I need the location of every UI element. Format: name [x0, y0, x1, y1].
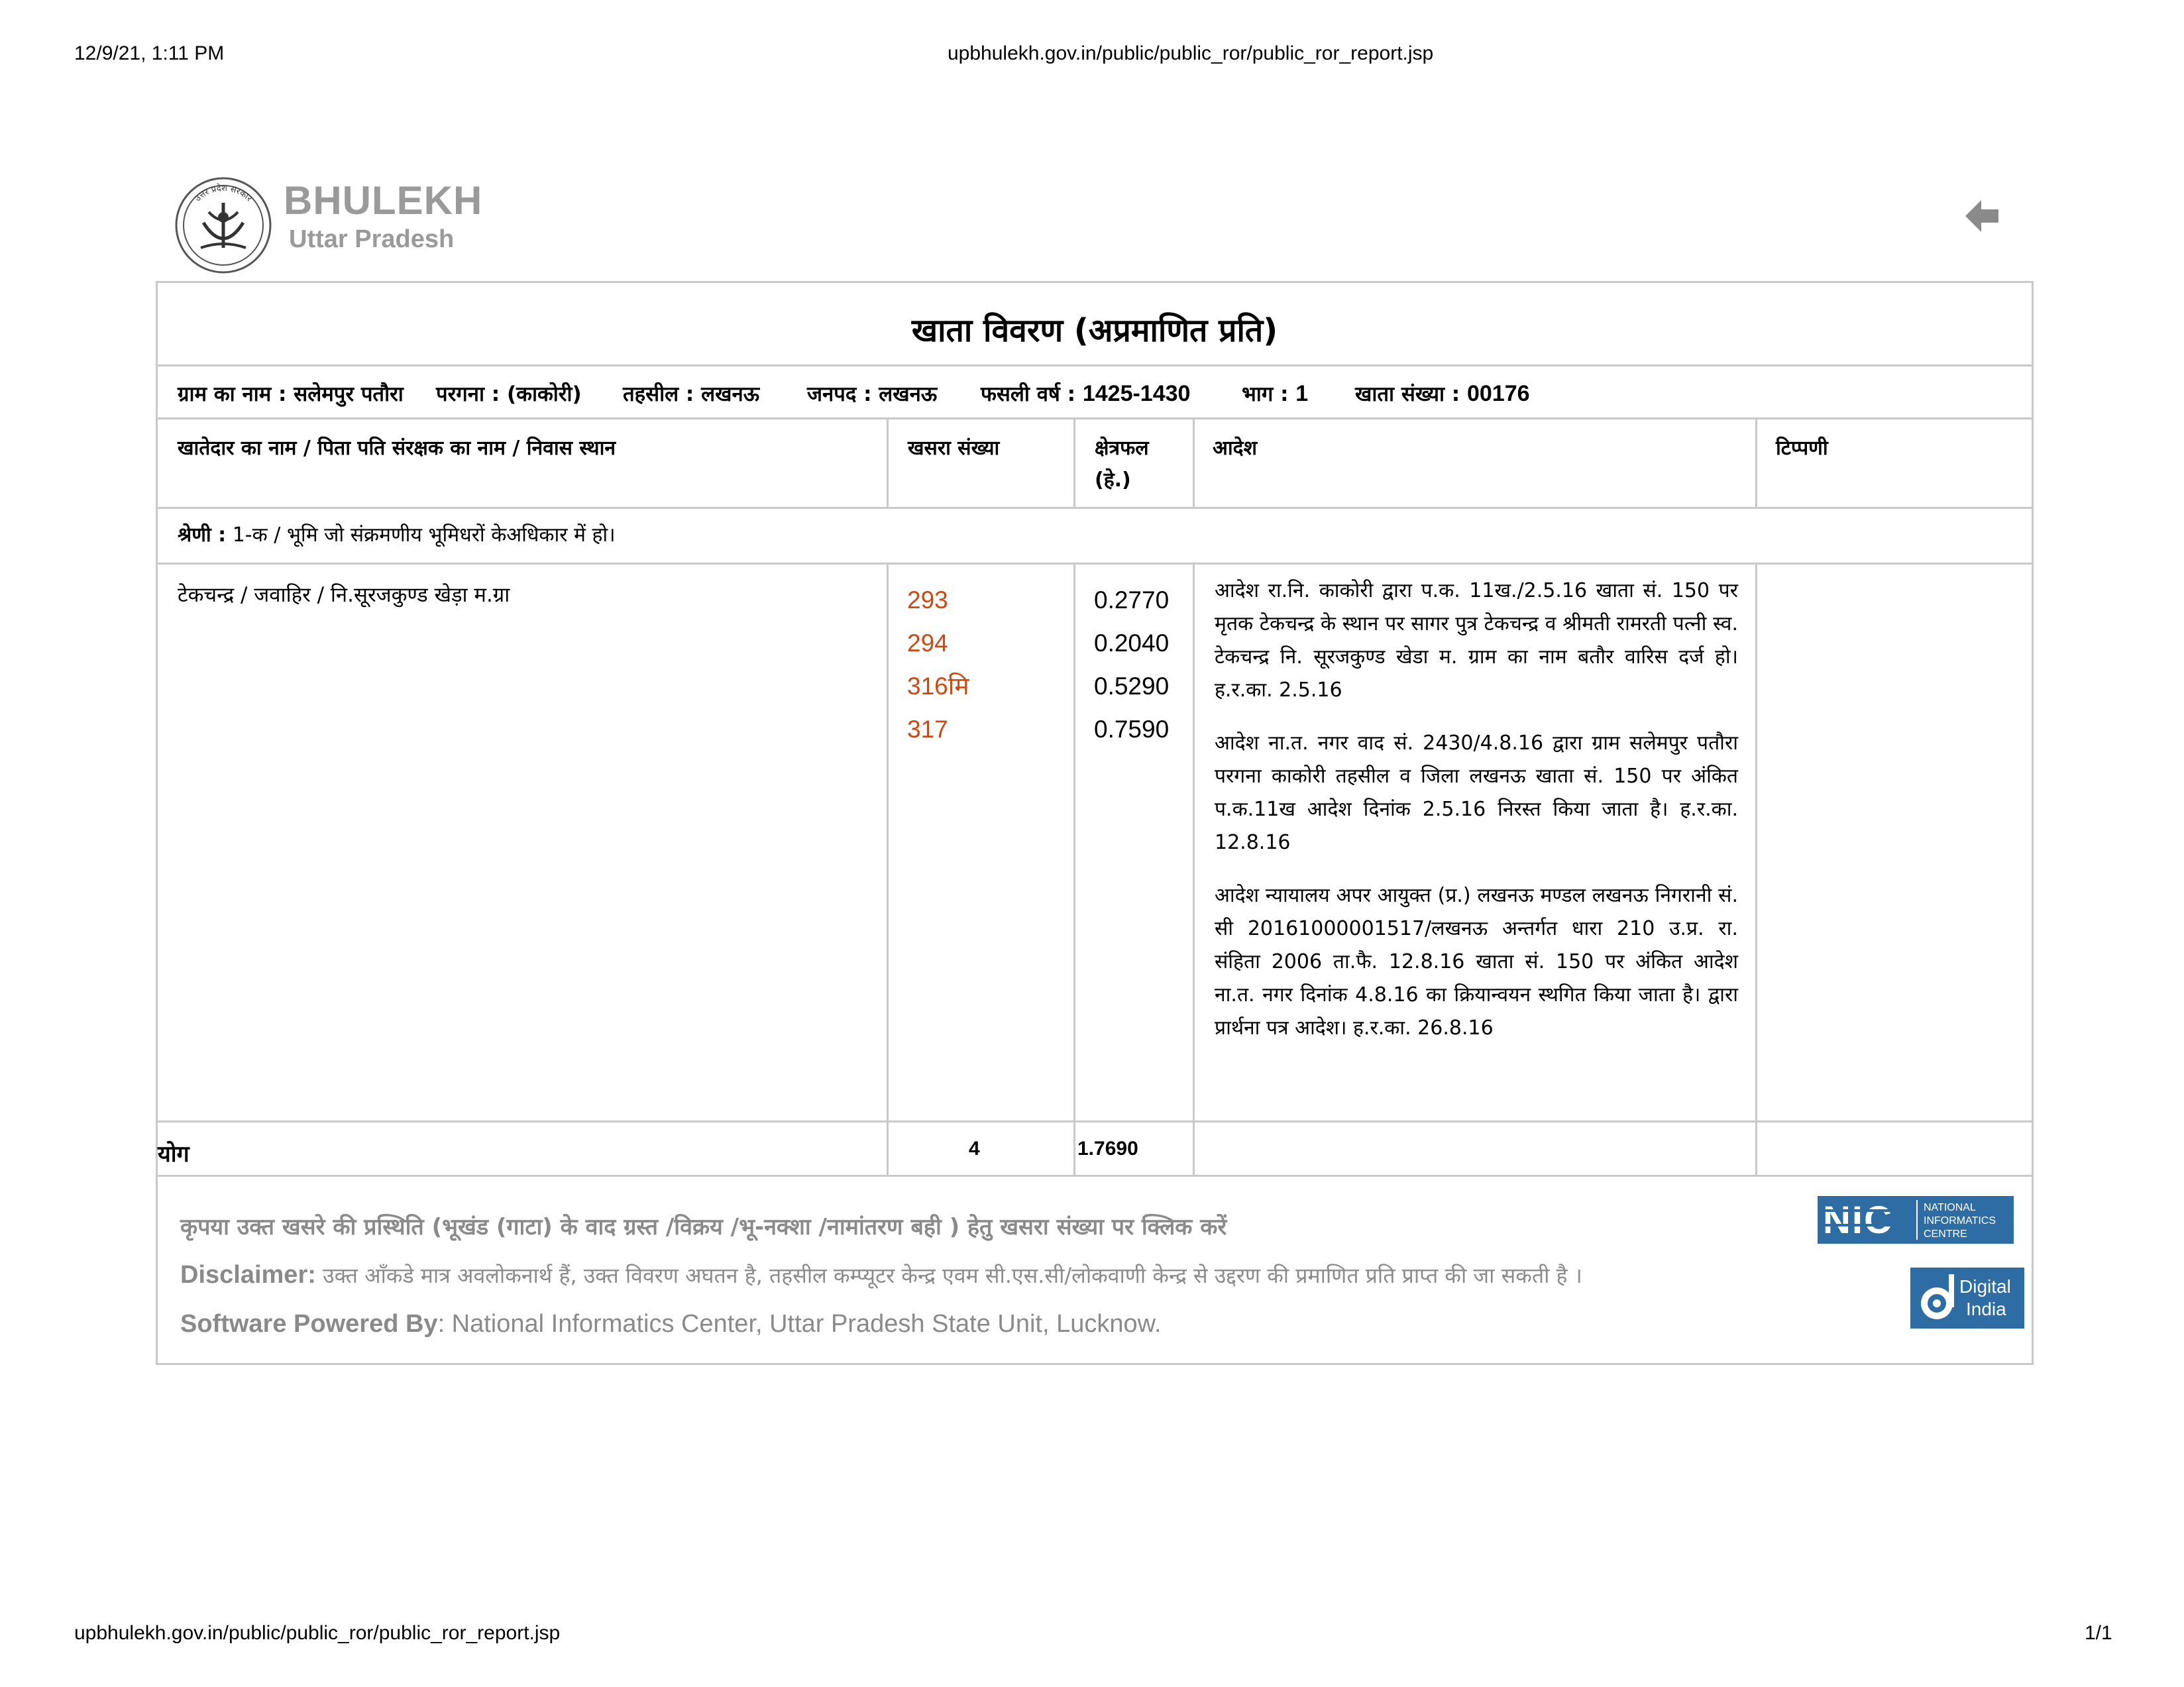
col-header-khasra: खसरा संख्या — [908, 437, 1000, 460]
divider — [158, 507, 2032, 509]
nic-logo — [1818, 1196, 2014, 1244]
back-arrow-icon[interactable] — [1961, 197, 2001, 235]
janpad-info: जनपद : लखनऊ — [807, 382, 938, 406]
disclaimer: Disclaimer: उक्त आँकडे मात्र अवलोकनार्थ हैं, उक्त विवरण अघतन है, तहसील कम्प्यूटर केन्द्र एवम सी.एस.सी/लोकवाणी केन्द्र से उद्दरण की प्रमाणित प्रति प्राप्त की जा सकती है । — [180, 1261, 1582, 1289]
digital-india-logo — [1910, 1268, 2024, 1329]
area-value: 0.7590 — [1094, 716, 1170, 743]
report-title-row — [158, 283, 2032, 366]
footer-url: upbhulekh.gov.in/public/public_ror/public_ror_report.jsp — [74, 1622, 561, 1644]
powered-by: Software Powered By: National Informatics Center, Uttar Pradesh State Unit, Lucknow. — [180, 1310, 1162, 1338]
svg-text:Digital: Digital — [1959, 1276, 2011, 1297]
svg-text:India: India — [1966, 1299, 2006, 1319]
print-url: upbhulekh.gov.in/public/public_ror/public_ror_report.jsp — [948, 42, 1434, 64]
khata-info: खाता संख्या : 00176 — [1355, 381, 1530, 406]
khasra-link[interactable]: 316मि — [907, 673, 969, 700]
divider — [887, 419, 889, 507]
svg-text:NATIONAL: NATIONAL — [1924, 1202, 1976, 1213]
up-government-emblem — [174, 176, 272, 274]
area-list — [1094, 578, 1169, 751]
order-text: आदेश रा.नि. काकोरी द्वारा प.क. 11ख./2.5.16 खाता सं. 150 पर मृतक टेकचन्द्र के स्थान पर सागर पुत्र टेकचन्द्र व श्रीमती रामरती पत्नी स्व. टेकचन्द्र नि. सूरजकुण्ड खेडा म. ग्राम का नाम बतौर वारिस दर्ज हो। ह.र.का. 2.5.16 — [1215, 579, 1738, 702]
divider — [158, 1175, 2032, 1177]
divider — [1073, 563, 1075, 1175]
divider — [158, 563, 2032, 565]
area-value: 0.2040 — [1094, 629, 1170, 657]
brand-subtitle: Uttar Pradesh — [289, 225, 455, 253]
orders-cell — [1215, 574, 1738, 1065]
divider — [1073, 419, 1075, 507]
divider — [887, 563, 889, 1175]
emblem-text: उत्तर प्रदेश सरकार — [193, 183, 254, 204]
bhag-info: भाग : 1 — [1242, 381, 1309, 406]
fasli-info: फसली वर्ष : 1425-1430 — [981, 381, 1191, 406]
category-row: श्रेणी : 1-क / भूमि जो संक्रमणीय भूमिधरों केअधिकार में हो। — [178, 523, 616, 547]
total-khasra-count: 4 — [969, 1138, 980, 1160]
khasra-link[interactable]: 293 — [907, 586, 948, 614]
info-row — [158, 366, 2032, 419]
divider — [1193, 419, 1195, 507]
col-header-order: आदेश — [1213, 437, 1257, 460]
area-value: 0.2770 — [1094, 586, 1170, 614]
svg-text:INFORMATICS: INFORMATICS — [1924, 1215, 1996, 1226]
divider — [1193, 563, 1195, 1175]
khasra-list — [907, 578, 969, 751]
tehsil-info: तहसील : लखनऊ — [623, 382, 760, 406]
area-value: 0.5290 — [1094, 673, 1170, 700]
report-title: खाता विवरण (अप्रमाणित प्रति) — [911, 312, 1278, 349]
svg-text:NIC: NIC — [1823, 1199, 1893, 1242]
print-datetime: 12/9/21, 1:11 PM — [74, 42, 225, 64]
khasra-link[interactable]: 317 — [907, 716, 948, 743]
total-label: योग — [158, 1141, 190, 1168]
svg-text:CENTRE: CENTRE — [1924, 1228, 1967, 1240]
report-box — [156, 281, 2034, 1365]
brand-title: BHULEKH — [284, 178, 483, 223]
col-header-area: क्षेत्रफल (हे.) — [1095, 437, 1149, 492]
khasra-link[interactable]: 294 — [907, 629, 948, 657]
col-header-remark: टिप्पणी — [1776, 437, 1828, 460]
pargana-info: परगना : (काकोरी) — [436, 382, 582, 406]
page-number: 1/1 — [2085, 1622, 2112, 1644]
col-header-owner: खातेदार का नाम / पिता पति संरक्षक का नाम / निवास स्थान — [178, 437, 616, 460]
order-text: आदेश न्यायालय अपर आयुक्त (प्र.) लखनऊ मण्डल लखनऊ निगरानी सं. सी 20161000001517/लखनऊ अन्तर्गत धारा 210 उ.प्र. रा. संहिता 2006 ता.फै. 12.8.16 खाता सं. 150 पर अंकित आदेश ना.त. नगर दिनांक 4.8.16 का क्रियान्वयन स्थगित किया जाता है। द्वारा प्रार्थना पत्र आदेश। ह.र.का. 26.8.16 — [1215, 884, 1738, 1040]
village-info: ग्राम का नाम : सलेमपुर पतौरा — [178, 382, 404, 406]
owner-name: टेकचन्द्र / जवाहिर / नि.सूरजकुण्ड खेड़ा म.ग्रा — [178, 583, 510, 607]
order-text: आदेश ना.त. नगर वाद सं. 2430/4.8.16 द्वारा ग्राम सलेमपुर पतौरा परगना काकोरी तहसील व जिला लखनऊ खाता सं. 150 पर अंकित प.क.11ख आदेश दिनांक 2.5.16 निरस्त किया जाता है। ह.र.का. 12.8.16 — [1215, 732, 1738, 854]
divider — [158, 1120, 2032, 1122]
total-area: 1.7690 — [1077, 1138, 1138, 1160]
khasra-click-note: कृपया उक्त खसरे की प्रस्थिति (भूखंड (गाटा) के वाद ग्रस्त /विक्रय /भू-नक्शा /नामांतरण बही ) हेतु खसरा संख्या पर क्लिक करें — [180, 1214, 1227, 1240]
divider — [1755, 419, 1757, 507]
divider — [1755, 563, 1757, 1175]
